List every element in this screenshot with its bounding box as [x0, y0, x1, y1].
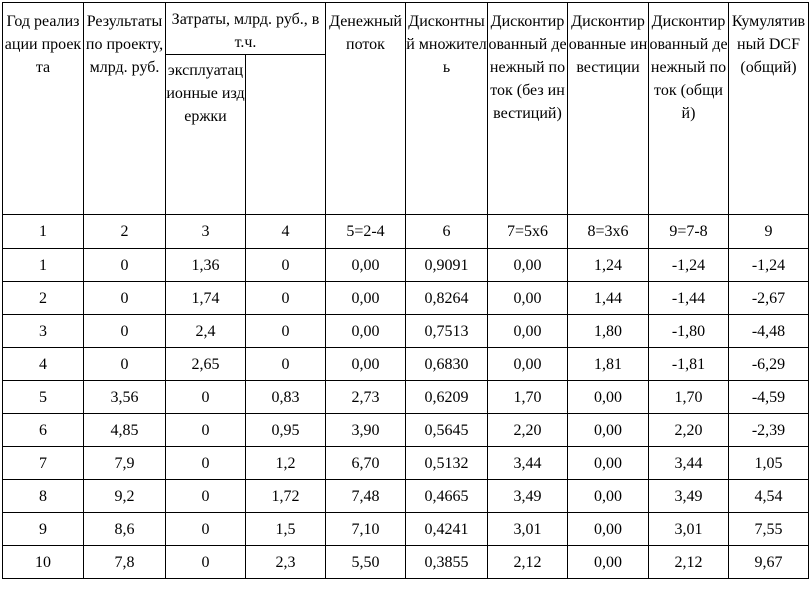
table-cell: 9	[3, 513, 84, 546]
table-cell: -1,44	[649, 282, 729, 315]
table-cell: -4,59	[729, 381, 809, 414]
table-cell: -2,39	[729, 414, 809, 447]
column-numbering-row	[3, 215, 809, 249]
table-cell: 7,10	[326, 513, 406, 546]
table-row	[3, 348, 809, 381]
table-cell: 7,9	[84, 447, 166, 480]
table-cell: -1,24	[729, 249, 809, 282]
header-discount-factor: Дисконтный множитель	[406, 3, 488, 215]
table-cell: 0	[84, 315, 166, 348]
table-cell: 5	[3, 381, 84, 414]
table-cell: 0	[166, 447, 246, 480]
table-cell: 0,6830	[406, 348, 488, 381]
table-cell: 0,00	[568, 546, 649, 579]
table-cell: 0	[246, 348, 326, 381]
table-cell: 0,95	[246, 414, 326, 447]
header-cumulative-dcf: Кумулятивный DCF (общий)	[729, 3, 809, 215]
table-cell: -1,24	[649, 249, 729, 282]
table-cell: 0,5645	[406, 414, 488, 447]
table-cell: 0,4665	[406, 480, 488, 513]
table-cell: 0	[166, 513, 246, 546]
table-cell: 0	[166, 414, 246, 447]
header-costs-group: Затраты, млрд. руб., в т.ч.	[166, 3, 326, 55]
table-cell: 0,6209	[406, 381, 488, 414]
numbering-cell: 1	[3, 215, 84, 249]
table-cell: 3,44	[649, 447, 729, 480]
table-cell: 0,00	[568, 513, 649, 546]
table-cell: 0,00	[326, 348, 406, 381]
table-cell: 9,67	[729, 546, 809, 579]
table-cell: 7,8	[84, 546, 166, 579]
table-cell: 3,44	[488, 447, 568, 480]
table-row	[3, 249, 809, 282]
table-cell: 2,20	[649, 414, 729, 447]
table-cell: 6,70	[326, 447, 406, 480]
table-cell: 0,5132	[406, 447, 488, 480]
table-cell: -2,67	[729, 282, 809, 315]
dcf-table	[2, 2, 809, 579]
table-cell: 0	[246, 249, 326, 282]
numbering-cell: 5=2-4	[326, 215, 406, 249]
table-cell: 6	[3, 414, 84, 447]
table-cell: 0	[84, 348, 166, 381]
table-cell: 0,00	[326, 315, 406, 348]
table-cell: 0	[246, 282, 326, 315]
table-cell: 0,3855	[406, 546, 488, 579]
table-cell: 0	[166, 480, 246, 513]
table-cell: 2,12	[649, 546, 729, 579]
numbering-cell: 7=5х6	[488, 215, 568, 249]
table-cell: 10	[3, 546, 84, 579]
table-cell: 3,90	[326, 414, 406, 447]
table-cell: 1,36	[166, 249, 246, 282]
table-cell: 4	[3, 348, 84, 381]
table-row	[3, 546, 809, 579]
table-cell: 3,49	[488, 480, 568, 513]
header-year: Год реализации проекта	[3, 3, 84, 215]
header-discounted-investments: Дисконтированные инвестиции	[568, 3, 649, 215]
table-cell: 5,50	[326, 546, 406, 579]
table-cell: 8	[3, 480, 84, 513]
numbering-cell: 3	[166, 215, 246, 249]
table-cell: 3,01	[488, 513, 568, 546]
table-cell: 4,85	[84, 414, 166, 447]
numbering-cell: 6	[406, 215, 488, 249]
table-cell: 7	[3, 447, 84, 480]
table-cell: 7,55	[729, 513, 809, 546]
table-cell: 1,05	[729, 447, 809, 480]
table-cell: -6,29	[729, 348, 809, 381]
header-cash-flow: Денежный поток	[326, 3, 406, 215]
table-cell: 0,9091	[406, 249, 488, 282]
table-cell: 2	[3, 282, 84, 315]
table-row	[3, 315, 809, 348]
table-cell: 3,01	[649, 513, 729, 546]
table-cell: 1,72	[246, 480, 326, 513]
table-header	[3, 3, 809, 215]
table-cell: 1,70	[488, 381, 568, 414]
header-row-top	[3, 3, 809, 55]
table-row	[3, 447, 809, 480]
table-cell: 1,5	[246, 513, 326, 546]
table-cell: -4,48	[729, 315, 809, 348]
table-cell: 2,65	[166, 348, 246, 381]
table-cell: 1,74	[166, 282, 246, 315]
table-cell: 2,12	[488, 546, 568, 579]
table-cell: 0,00	[488, 282, 568, 315]
numbering-cell: 9	[729, 215, 809, 249]
table-row	[3, 282, 809, 315]
header-operating-costs: эксплуатационные издержки	[166, 55, 246, 215]
table-row	[3, 381, 809, 414]
table-cell: 4,54	[729, 480, 809, 513]
table-row	[3, 414, 809, 447]
table-cell: 0	[166, 381, 246, 414]
table-cell: 0,83	[246, 381, 326, 414]
table-cell: 1,44	[568, 282, 649, 315]
table-cell: 3,56	[84, 381, 166, 414]
table-cell: 0,7513	[406, 315, 488, 348]
table-cell: 0,00	[568, 414, 649, 447]
table-cell: 0,00	[488, 315, 568, 348]
header-results: Результаты по проекту, млрд. руб.	[84, 3, 166, 215]
table-cell: 0,00	[568, 480, 649, 513]
table-cell: 2,4	[166, 315, 246, 348]
header-discounted-flow-no-invest: Дисконтированный денежный поток (без инвестиций)	[488, 3, 568, 215]
table-row	[3, 480, 809, 513]
table-cell: 9,2	[84, 480, 166, 513]
table-body	[3, 215, 809, 579]
table-cell: 0	[84, 249, 166, 282]
table-cell: 0,00	[568, 447, 649, 480]
table-cell: 3,49	[649, 480, 729, 513]
table-cell: 0,8264	[406, 282, 488, 315]
header-discounted-flow-total: Дисконтированный денежный поток (общий)	[649, 3, 729, 215]
table-cell: 0	[246, 315, 326, 348]
numbering-cell: 9=7-8	[649, 215, 729, 249]
table-cell: 1,80	[568, 315, 649, 348]
numbering-cell: 8=3х6	[568, 215, 649, 249]
table-cell: -1,81	[649, 348, 729, 381]
table-cell: 0	[84, 282, 166, 315]
numbering-cell: 4	[246, 215, 326, 249]
table-cell: 8,6	[84, 513, 166, 546]
header-costs-other	[246, 55, 326, 215]
table-cell: 2,20	[488, 414, 568, 447]
table-cell: 0,00	[488, 348, 568, 381]
table-cell: 2,73	[326, 381, 406, 414]
table-cell: 0,00	[568, 381, 649, 414]
table-cell: 1,81	[568, 348, 649, 381]
table-cell: 0,00	[326, 249, 406, 282]
numbering-cell: 2	[84, 215, 166, 249]
table-cell: 1,24	[568, 249, 649, 282]
table-cell: 7,48	[326, 480, 406, 513]
table-cell: 3	[3, 315, 84, 348]
table-cell: 2,3	[246, 546, 326, 579]
table-cell: 1,2	[246, 447, 326, 480]
table-cell: 1	[3, 249, 84, 282]
table-cell: 0,00	[326, 282, 406, 315]
table-cell: 0	[166, 546, 246, 579]
table-cell: 0,00	[488, 249, 568, 282]
table-row	[3, 513, 809, 546]
table-cell: -1,80	[649, 315, 729, 348]
table-container	[2, 2, 809, 579]
table-cell: 1,70	[649, 381, 729, 414]
table-cell: 0,4241	[406, 513, 488, 546]
